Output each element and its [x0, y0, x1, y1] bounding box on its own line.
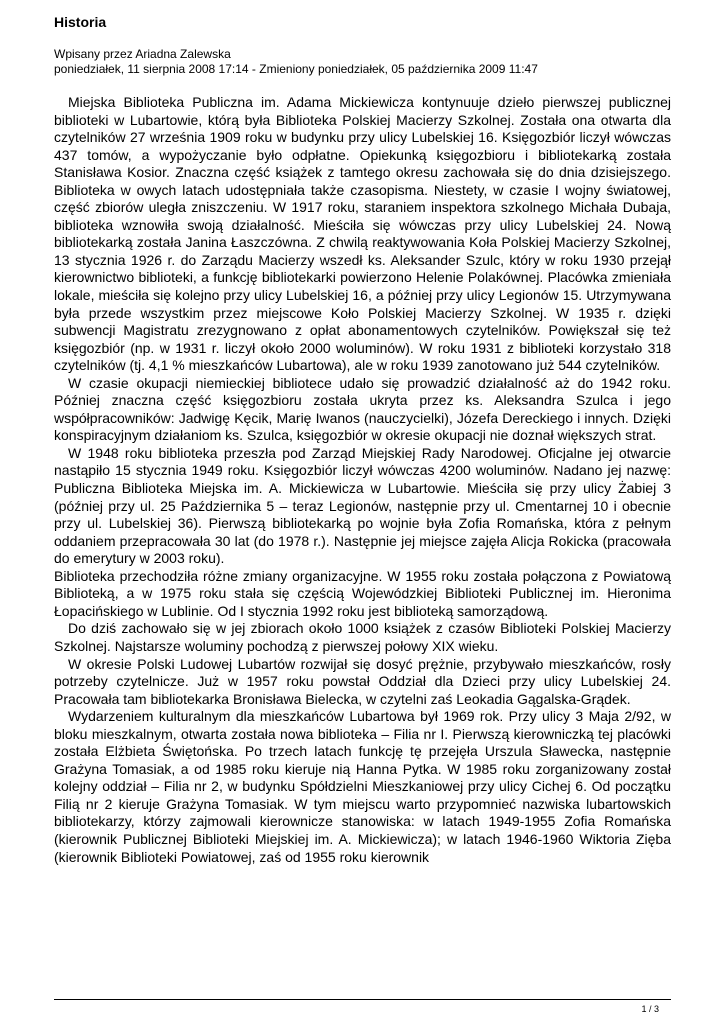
- paragraph: Wydarzeniem kulturalnym dla mieszkańców Lubartowa był 1969 rok. Przy ulicy 3 Maja 2/92, w bloku mieszkalnym, otwarta została nowa biblioteka – Filia nr I. Pierwszą kierowniczką tej placówki została Elżbieta Świętońska. Po trzech latach funkcję tę przejęła Urszula Sławecka, następnie Grażyna Tomasiak, a od 1985 roku kieruje nią Hanna Pytka. W 1985 roku zorganizowany został kolejny oddział – Filia nr 2, w budynku Spółdzielni Mieszkaniowej przy ulicy Cichej 6. Od początku Filią nr 2 kieruje Grażyna Tomasiak. W tym miejscu warto przypomnieć nazwiska lubartowskich bibliotekarzy, którzy zajmowali kierownicze stanowiska: w latach 1949-1955 Zofia Romańska (kierownik Publicznej Biblioteki Miejskiej im. A. Mickiewicza); w latach 1946-1960 Wiktoria Zięba (kierownik Biblioteki Powiatowej, zaś od 1955 roku kierownik: [54, 708, 671, 865]
- article-title: Historia: [54, 14, 107, 30]
- article-body: [54, 94, 671, 866]
- paragraph: W czasie okupacji niemieckiej bibliotece udało się prowadzić działalność aż do 1942 roku. Później znaczna część księgozbioru została ukryta przez ks. Aleksandra Szulca i jego współpracowników: Jadwigę Kęcik, Marię Iwanos (nauczycielki), Józefa Dereckiego i innych. Dzięki konspiracyjnym działaniom ks. Szulca, księgozbiór w okresie okupacji nie doznał większych strat.: [54, 374, 671, 444]
- article-meta: [54, 47, 538, 77]
- paragraph: W okresie Polski Ludowej Lubartów rozwijał się dosyć prężnie, przybywało mieszkańców, rosły potrzeby czytelnicze. Już w 1957 roku powstał Oddział dla Dzieci przy ulicy Lubelskiej 24. Pracowała tam bibliotekarka Bronisława Bielecka, w czytelni zaś Leokadia Gągalska-Grądek.: [54, 655, 671, 707]
- paragraph: Biblioteka przechodziła różne zmiany organizacyjne. W 1955 roku została połączona z Powiatową Biblioteką, a w 1975 roku stała się częścią Wojewódzkiej Biblioteki Publicznej im. Hieronima Łopacińskiego w Lublinie. Od I stycznia 1992 roku jest biblioteką samorządową.: [54, 567, 671, 619]
- author-line: Wpisany przez Ariadna Zalewska: [54, 47, 231, 61]
- footer-divider: [54, 999, 671, 1000]
- paragraph: Do dziś zachowało się w jej zbiorach około 1000 książek z czasów Biblioteki Polskiej Macierzy Szkolnej. Najstarsze woluminy pochodzą z pierwszej połowy XIX wieku.: [54, 620, 671, 654]
- page-number: 1 / 3: [641, 1004, 659, 1014]
- paragraph: Miejska Biblioteka Publiczna im. Adama Mickiewicza kontynuuje dzieło pierwszej publicznej biblioteki w Lubartowie, którą była Biblioteka Polskiej Macierzy Szkolnej. Została ona otwarta dla czytelników 27 września 1909 roku w budynku przy ulicy Lubelskiej 16. Księgozbiór liczył wówczas 437 tomów, a wypożyczanie było odpłatne. Opiekunką księgozbioru i bibliotekarką została Stanisława Kosior. Znaczna część książek z tamtego okresu zachowała się do dnia dzisiejszego. Biblioteka w owych latach udostępniała także czasopisma. Niestety, w czasie I wojny światowej, część zbiorów uległa zniszczeniu. W 1917 roku, staraniem inspektora szkolnego Michała Dubaja, biblioteka wznowiła swoją działalność. Mieściła się wówczas przy ulicy Lubelskiej 24. Nową bibliotekarką została Janina Łaszczówna. Z chwilą reaktywowania Koła Polskiej Macierzy Szkolnej, 13 stycznia 1926 r. do Zarządu Macierzy wszedł ks. Aleksander Szulc, który w roku 1930 przejął kierownictwo biblioteki, a funkcję bibliotekarki powierzono Helenie Polakównej. Placówka zmieniała lokale, mieściła się kolejno przy ulicy Lubelskiej 16, a później przy ulicy Legionów 15. Utrzymywana była przede wszystkim przez miejscowe Koło Polskiej Macierzy Szkolnej. W 1935 r. dzięki subwencji Magistratu zrezygnowano z opłat abonamentowych czytelników. Powiększał się też księgozbiór (np. w 1931 r. liczył około 2000 woluminów). W roku 1931 z biblioteki korzystało 318 czytelników (tj. 4,1 % mieszkańców Lubartowa), ale w roku 1939 zanotowano już 544 czytelników.: [54, 94, 671, 374]
- date-line: poniedziałek, 11 sierpnia 2008 17:14 - Zmieniony poniedziałek, 05 października 2009 11:47: [54, 62, 538, 76]
- paragraph: W 1948 roku biblioteka przeszła pod Zarząd Miejskiej Rady Narodowej. Oficjalne jej otwarcie nastąpiło 15 stycznia 1949 roku. Księgozbiór liczył wówczas 4200 woluminów. Nadano jej nazwę: Publiczna Biblioteka Miejska im. A. Mickiewicza w Lubartowie. Mieściła się przy ulicy Żabiej 3 (później przy ul. 25 Października 5 – teraz Legionów, następnie przy ul. Cmentarnej 10 i obecnie przy ul. Lubelskiej 36). Pierwszą bibliotekarką po wojnie była Zofia Romańska, która z pełnym oddaniem przepracowała 30 lat (do 1978 r.). Następnie jej miejsce zajęła Alicja Rokicka (pracowała do emerytury w 2003 roku).: [54, 444, 671, 567]
